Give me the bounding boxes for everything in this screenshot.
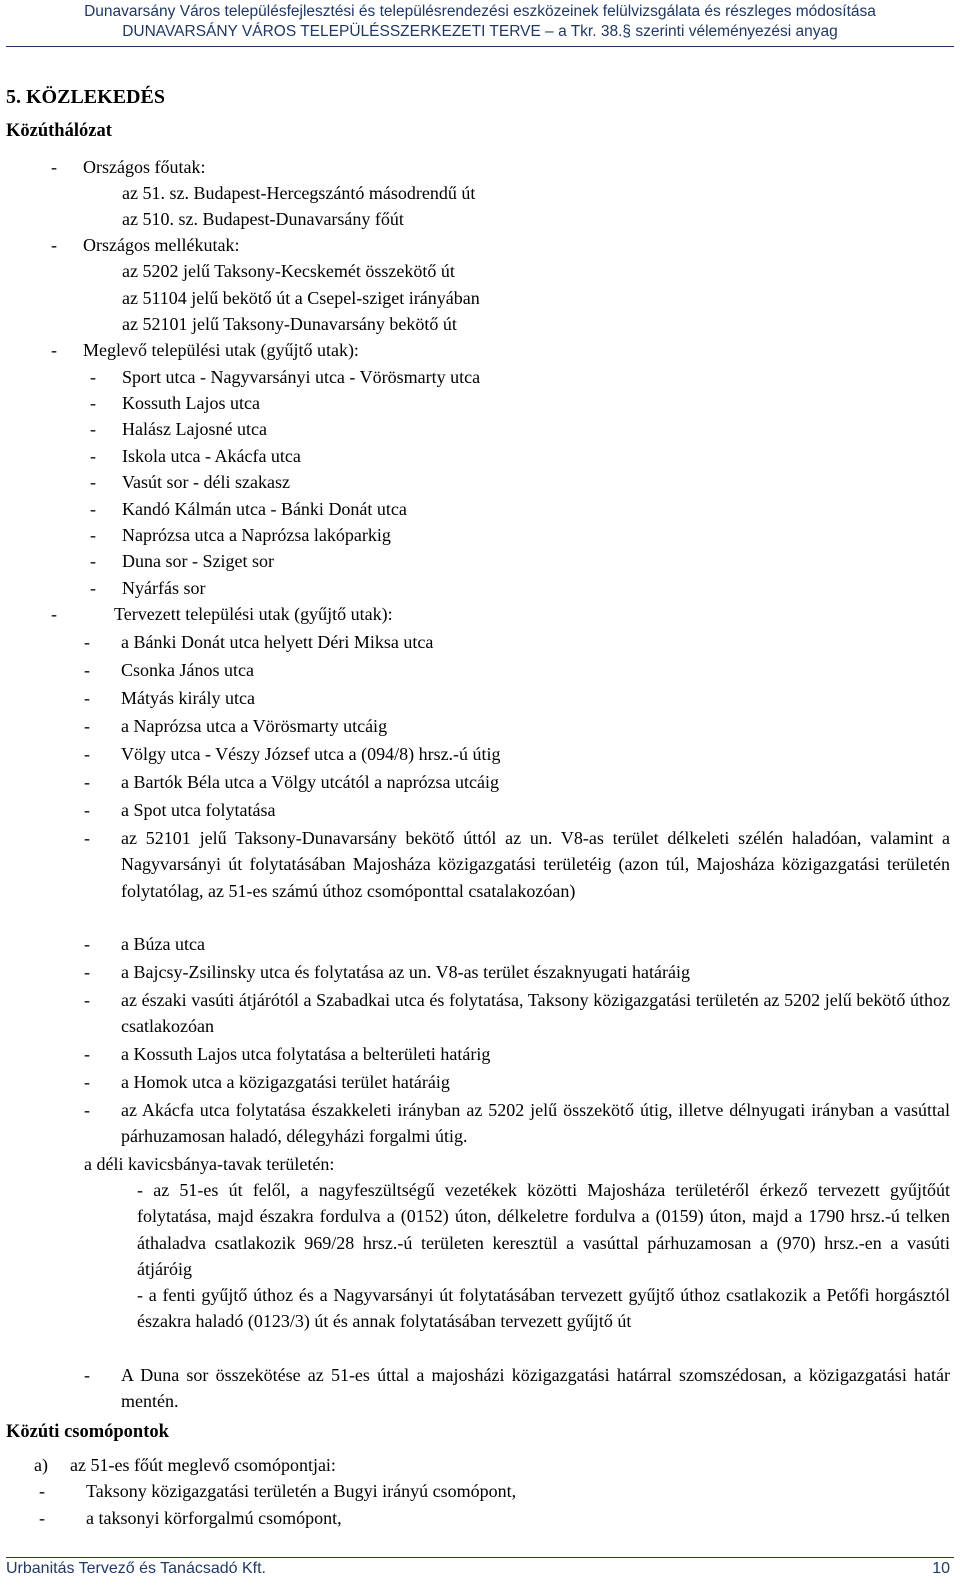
list-item: a Naprózsa utca a Vörösmarty utcáig: [121, 716, 388, 736]
dash: -: [84, 934, 90, 954]
dash: -: [84, 828, 90, 848]
list-item: az 51. sz. Budapest-Hercegszántó másodrendű út: [122, 183, 476, 203]
dash: -: [84, 772, 90, 792]
list-item: A Duna sor összekötése az 51-es úttal a majosházi közigazgatási határral szomszédosan, a közigazgatási határ mentén.: [121, 1365, 950, 1412]
list-marker: a): [34, 1455, 48, 1475]
list-item: Csonka János utca: [121, 660, 254, 680]
subsection-kozuthalozat: Közúthálózat: [6, 121, 112, 141]
section-title: 5. KÖZLEKEDÉS: [6, 86, 165, 108]
list-item: az 52101 jelű Taksony-Dunavarsány bekötő út: [122, 314, 457, 334]
list-item: a Spot utca folytatása: [121, 800, 276, 820]
list-item: a Kossuth Lajos utca folytatása a belterületi határig: [121, 1044, 491, 1064]
list-item: - a fenti gyűjtő úthoz és a Nagyvarsányi út folytatásában tervezett gyűjtő úthoz csatlakozik a Petőfi horgásztól északra haladó (0123/3) út és annak folytatásában tervezett gyűjtő út: [137, 1285, 950, 1332]
list-item: a déli kavicsbánya-tavak területén:: [84, 1154, 335, 1174]
subsection-kozuti-csomopontok: Közúti csomópontok: [6, 1422, 169, 1442]
list-item: Völgy utca - Vészy József utca a (094/8) hrsz.-ú útig: [121, 744, 501, 764]
dash: -: [84, 990, 90, 1010]
dash: -: [84, 632, 90, 652]
list-item: az 5202 jelű Taksony-Kecskemét összekötő út: [122, 261, 455, 281]
list-item: Duna sor - Sziget sor: [122, 551, 274, 571]
dash: -: [84, 1365, 90, 1385]
list-item: az 510. sz. Budapest-Dunavarsány főút: [122, 209, 404, 229]
list-item: az 51104 jelű bekötő út a Csepel-sziget irányában: [122, 288, 480, 308]
header-line-2: DUNAVARSÁNY VÁROS TELEPÜLÉSSZERKEZETI TERVE – a Tkr. 38.§ szerinti véleményezési anyag: [122, 23, 838, 40]
list-item: Taksony közigazgatási területén a Bugyi irányú csomópont,: [86, 1481, 517, 1501]
list-item: Sport utca - Nagyvarsányi utca - Vörösmarty utca: [122, 367, 481, 387]
list-item: Iskola utca - Akácfa utca: [122, 446, 301, 466]
list-item: a Bánki Donát utca helyett Déri Miksa utca: [121, 632, 434, 652]
list-item: Országos mellékutak:: [83, 235, 240, 255]
page-header: [6, 2, 954, 42]
page-number: 10: [932, 1560, 950, 1577]
footer-company: Urbanitás Tervező és Tanácsadó Kft.: [6, 1560, 266, 1577]
list-item: az 51-es főút meglevő csomópontjai:: [70, 1455, 336, 1475]
dash: -: [51, 604, 57, 624]
dash: -: [90, 472, 96, 492]
list-item: Mátyás király utca: [121, 688, 255, 708]
list-item: - az 51-es út felől, a nagyfeszültségű vezetékek közötti Majosháza területéről érkező tervezett gyűjtőút folytatása, majd északra fordulva a (0152) úton, délkeletre fordulva a (0159) úton, majd a 1790 hrsz.-ú telken áthaladva csatlakozik 969/28 hrsz.-ú területen keresztül a vasúttal párhuzamosan a (970) hrsz.-en a vasúti átjáróig: [137, 1180, 950, 1279]
dash: -: [84, 1100, 90, 1120]
dash: -: [39, 1508, 45, 1528]
list-item: a Búza utca: [121, 934, 205, 954]
list-item: az Akácfa utca folytatása északkeleti irányban az 5202 jelű összekötő útig, illetve délnyugati irányban a vasúttal párhuzamosan haladó, délegyházi forgalmi útig.: [121, 1100, 950, 1147]
list-item: Vasút sor - déli szakasz: [122, 472, 290, 492]
list-item: Országos főutak:: [83, 157, 206, 177]
list-item: Kandó Kálmán utca - Bánki Donát utca: [122, 499, 407, 519]
list-item: az északi vasúti átjárótól a Szabadkai utca és folytatása, Taksony közigazgatási területén az 5202 jelű bekötő úthoz csatlakozóan: [121, 990, 950, 1037]
dash: -: [84, 800, 90, 820]
dash: -: [51, 235, 57, 255]
page-footer: [6, 1560, 950, 1578]
dash: -: [51, 157, 57, 177]
dash: -: [51, 340, 57, 360]
list-item: Meglevő települési utak (gyűjtő utak):: [83, 340, 359, 360]
dash: -: [84, 688, 90, 708]
dash: -: [39, 1481, 45, 1501]
dash: -: [90, 499, 96, 519]
list-item: Nyárfás sor: [122, 578, 206, 598]
list-item: az 52101 jelű Taksony-Dunavarsány bekötő úttól az un. V8-as terület délkeleti szélén haladóan, valamint a Nagyvarsányi út folytatásában Majosháza közigazgatási területéig (azon túl, Majosháza közigazgatási területén folytatólag, az 51-es számú úthoz csomóponttal csatalakozóan): [121, 828, 950, 901]
dash: -: [90, 419, 96, 439]
header-line-1: Dunavarsány Város településfejlesztési és településrendezési eszközeinek felülvizsgálata és részleges módosítása: [84, 3, 876, 20]
list-item: a Homok utca a közigazgatási terület határáig: [121, 1072, 450, 1092]
dash: -: [90, 551, 96, 571]
dash: -: [90, 367, 96, 387]
dash: -: [84, 716, 90, 736]
list-item: Tervezett települési utak (gyűjtő utak):: [114, 604, 393, 624]
list-item: a taksonyi körforgalmú csomópont,: [86, 1508, 342, 1528]
list-item: Kossuth Lajos utca: [122, 393, 260, 413]
dash: -: [90, 525, 96, 545]
dash: -: [84, 1044, 90, 1064]
dash: -: [84, 660, 90, 680]
list-item: a Bajcsy-Zsilinsky utca és folytatása az un. V8-as terület északnyugati határáig: [121, 962, 690, 982]
dash: -: [90, 578, 96, 598]
dash: -: [90, 446, 96, 466]
dash: -: [84, 1072, 90, 1092]
list-item: Naprózsa utca a Naprózsa lakóparkig: [122, 525, 391, 545]
dash: -: [90, 393, 96, 413]
list-item: a Bartók Béla utca a Völgy utcától a naprózsa utcáig: [121, 772, 500, 792]
header-divider: [6, 46, 954, 47]
footer-divider: [6, 1557, 954, 1558]
dash: -: [84, 962, 90, 982]
dash: -: [84, 744, 90, 764]
list-item: Halász Lajosné utca: [122, 419, 267, 439]
